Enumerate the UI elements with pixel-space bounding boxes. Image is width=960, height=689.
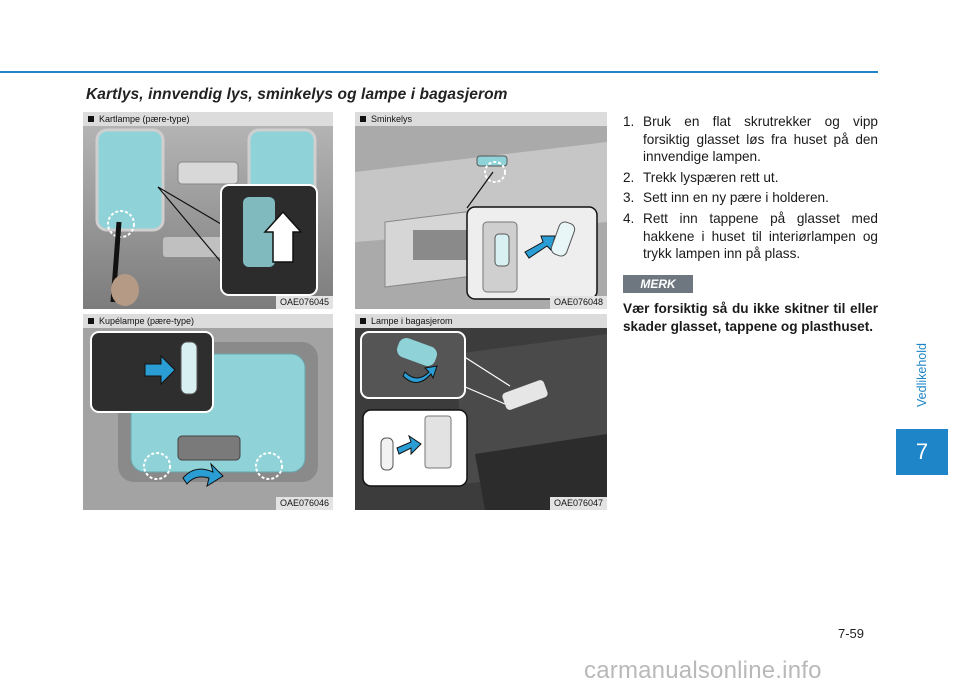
bulb-icon bbox=[181, 342, 197, 394]
figure-trunk-lamp bbox=[355, 314, 607, 510]
top-rule bbox=[0, 71, 878, 73]
figure-map-lamp bbox=[83, 112, 333, 309]
trunk-lamp-illustration bbox=[355, 314, 607, 510]
figure-caption: Kartlampe (pære-type) bbox=[83, 112, 333, 126]
figure-dome-lamp bbox=[83, 314, 333, 510]
step-4: 4. Rett inn tappene på glasset med hakkene i huset til interiørlampen og trykk lampen inn på plass. bbox=[623, 210, 878, 262]
watermark: carmanualsonline.info bbox=[584, 657, 822, 684]
figure-caption: Kupélampe (pære-type) bbox=[83, 314, 333, 328]
instruction-steps bbox=[623, 113, 878, 266]
chapter-side-label: Vedlikehold bbox=[915, 343, 930, 407]
dome-lamp-illustration bbox=[83, 314, 333, 510]
figure-caption: Sminkelys bbox=[355, 112, 607, 126]
map-lamp-illustration bbox=[83, 112, 333, 309]
figure-code: OAE076047 bbox=[550, 497, 607, 510]
dome-switch bbox=[178, 436, 240, 460]
figure-code: OAE076048 bbox=[550, 296, 607, 309]
bulb-icon bbox=[495, 234, 509, 266]
step-3: 3. Sett inn en ny pære i holderen. bbox=[623, 190, 829, 206]
vanity-lamp-illustration bbox=[355, 112, 607, 309]
figure-code: OAE076046 bbox=[276, 497, 333, 510]
step-2: 2. Trekk lyspæren rett ut. bbox=[623, 169, 779, 185]
section-title: Kartlys, innvendig lys, sminkelys og lampe i bagasjerom bbox=[86, 86, 508, 103]
hand-icon bbox=[111, 274, 139, 306]
figure-code: OAE076045 bbox=[276, 296, 333, 309]
page-number: 7-59 bbox=[838, 626, 865, 641]
step-1: 1. Bruk en flat skrutrekker og vipp forsiktig glasset løs fra huset på den innvendige lampen. bbox=[623, 114, 878, 165]
notice-text: Vær forsiktig så du ikke skitner til eller skader glasset, tappene og plasthuset. bbox=[623, 301, 878, 334]
notice-label: MERK bbox=[623, 275, 693, 293]
figure-caption: Lampe i bagasjerom bbox=[355, 314, 607, 328]
chapter-number-tab: 7 bbox=[896, 429, 948, 475]
bulb-icon bbox=[381, 438, 393, 470]
figure-vanity-lamp bbox=[355, 112, 607, 309]
vanity-lens bbox=[477, 156, 507, 166]
